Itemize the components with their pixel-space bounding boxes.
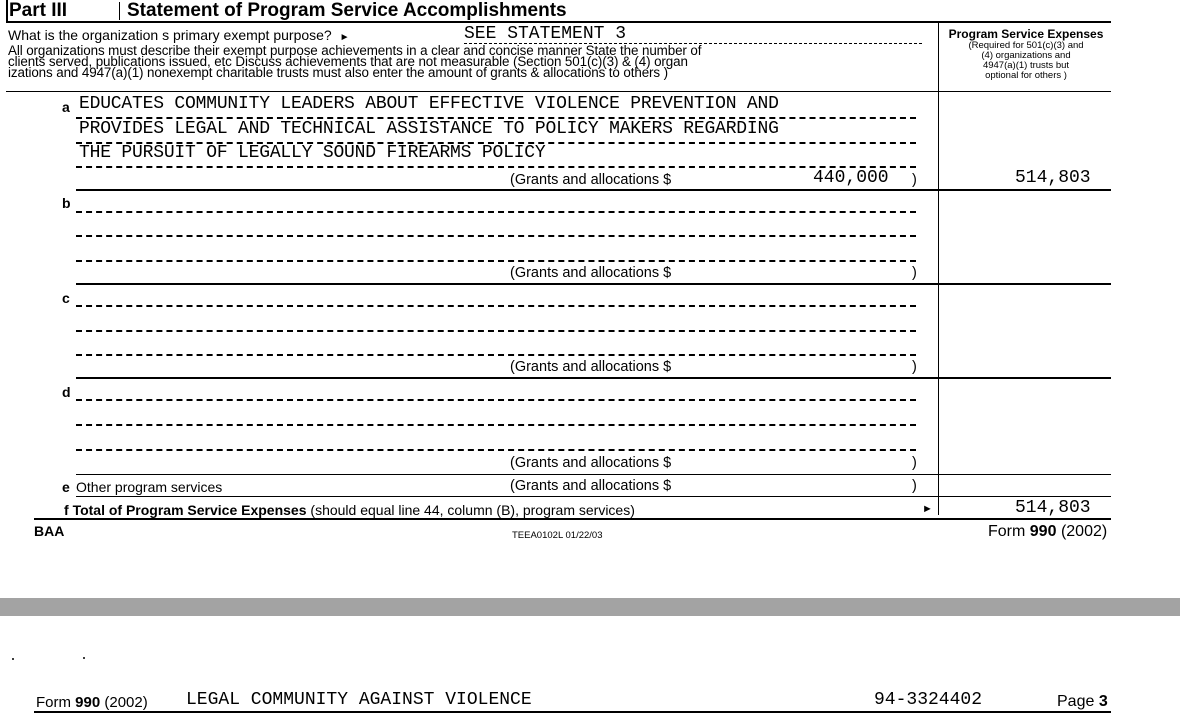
line-a-text-3: THE PURSUIT OF LEGALLY SOUND FIREARMS POLICY (79, 143, 546, 163)
footer-form-year: (2002) (1060, 523, 1108, 540)
part-label: Part III (9, 0, 68, 21)
instructions-line-1: All organizations must describe their exempt purpose achievements in a clear and concise manner State the number of (8, 43, 702, 58)
footer-form-prefix: Form (988, 523, 1026, 540)
line-c-bottom-rule (76, 377, 1111, 379)
next-form-prefix: Form (36, 694, 71, 711)
part-title: Statement of Program Service Accomplishments (127, 0, 567, 21)
line-d-dash-3 (76, 449, 916, 451)
next-form-number: 990 (75, 694, 101, 711)
line-a-text-1: EDUCATES COMMUNITY LEADERS ABOUT EFFECTIVE VIOLENCE PREVENTION AND (79, 94, 779, 114)
page-indicator (1057, 693, 1108, 711)
line-a-expense: 514,803 (1015, 168, 1091, 188)
line-b-grants-close: ) (912, 265, 917, 281)
line-f-label (64, 502, 635, 518)
line-b-dash-2 (76, 235, 916, 237)
line-a-text-2: PROVIDES LEGAL AND TECHNICAL ASSISTANCE TO POLICY MAKERS REGARDING (79, 119, 779, 139)
primary-purpose-question (8, 27, 350, 43)
page-label: Page (1057, 693, 1095, 710)
part-left-border (6, 0, 8, 21)
header-bottom-rule (6, 91, 1111, 92)
next-form-year: (2002) (104, 694, 148, 711)
line-a-grants-close: ) (912, 172, 917, 188)
instructions-line-3: izations and 4947(a)(1) nonexempt charitable trusts must also enter the amount of grants & allocations to others ) (8, 65, 668, 80)
line-b-letter: b (62, 195, 71, 211)
pse-title: Program Service Expenses (948, 27, 1104, 41)
organization-name: LEGAL COMMUNITY AGAINST VIOLENCE (186, 690, 532, 710)
line-c-dash-3 (76, 354, 916, 356)
line-c-dash-1 (76, 305, 916, 307)
line-c-letter: c (62, 290, 70, 306)
arrow-right-icon: ► (339, 32, 350, 43)
line-d-bottom-rule (76, 474, 1111, 475)
line-e-grants-label: (Grants and allocations $ (510, 478, 672, 494)
amount-column-divider (938, 21, 939, 515)
line-d-dash-2 (76, 424, 916, 426)
purpose-answer: SEE STATEMENT 3 (464, 24, 627, 44)
line-c-grants-close: ) (912, 359, 917, 375)
line-d-grants-label: (Grants and allocations $ (510, 455, 672, 471)
line-f-total: 514,803 (1015, 498, 1091, 518)
line-e-letter: e (62, 479, 70, 495)
line-a-grants-label: (Grants and allocations $ (510, 172, 672, 188)
program-service-expenses-header (940, 27, 1112, 81)
line-f-label-bold: Total of Program Service Expenses (72, 502, 307, 518)
line-f-letter: f (64, 502, 69, 518)
next-page-form-id (36, 694, 148, 711)
footer-form-id (988, 523, 1107, 541)
arrow-right-icon: ► (922, 503, 933, 515)
line-c-grants-label: (Grants and allocations $ (510, 359, 672, 375)
line-d-letter: d (62, 384, 71, 400)
page-break-band (0, 598, 1180, 616)
line-d-dash-1 (76, 399, 916, 401)
line-e-label: Other program services (76, 479, 223, 495)
footer-form-number: 990 (1029, 523, 1057, 540)
line-b-bottom-rule (76, 283, 1111, 285)
scan-speck (83, 657, 85, 659)
instructions-line-2: clients served, publications issued, etc Discuss achievements that are not measurable (Section 501(c)(3) & (4) organ (8, 54, 688, 69)
scan-speck (12, 658, 14, 660)
line-b-dash-1 (76, 211, 916, 213)
part-label-divider (119, 2, 120, 20)
header-rule (6, 21, 1111, 23)
line-e-bottom-rule (76, 496, 1111, 497)
line-a-bottom-rule (76, 189, 1111, 191)
pse-subtitle: (Required for 501(c)(3) and (4) organizations and 4947(a)(1) trusts but optional for others ) (968, 40, 1084, 81)
employer-id-number: 94-3324402 (874, 690, 983, 710)
page-number: 3 (1098, 693, 1108, 710)
line-b-grants-label: (Grants and allocations $ (510, 265, 672, 281)
form-code: TEEA0102L 01/22/03 (512, 530, 603, 541)
line-f-bottom-rule (34, 518, 1111, 520)
next-page-header-rule (34, 711, 1111, 713)
question-text: What is the organization s primary exempt purpose? (8, 27, 332, 43)
line-e-grants-close: ) (912, 478, 917, 494)
line-f-label-rest: (should equal line 44, column (B), program services) (310, 502, 635, 518)
line-c-dash-2 (76, 330, 916, 332)
line-a-dash-3 (76, 166, 916, 168)
line-a-grants-amount: 440,000 (813, 168, 889, 188)
line-d-grants-close: ) (912, 455, 917, 471)
line-a-letter: a (62, 99, 70, 115)
baa-label: BAA (34, 523, 65, 539)
line-b-dash-3 (76, 260, 916, 262)
